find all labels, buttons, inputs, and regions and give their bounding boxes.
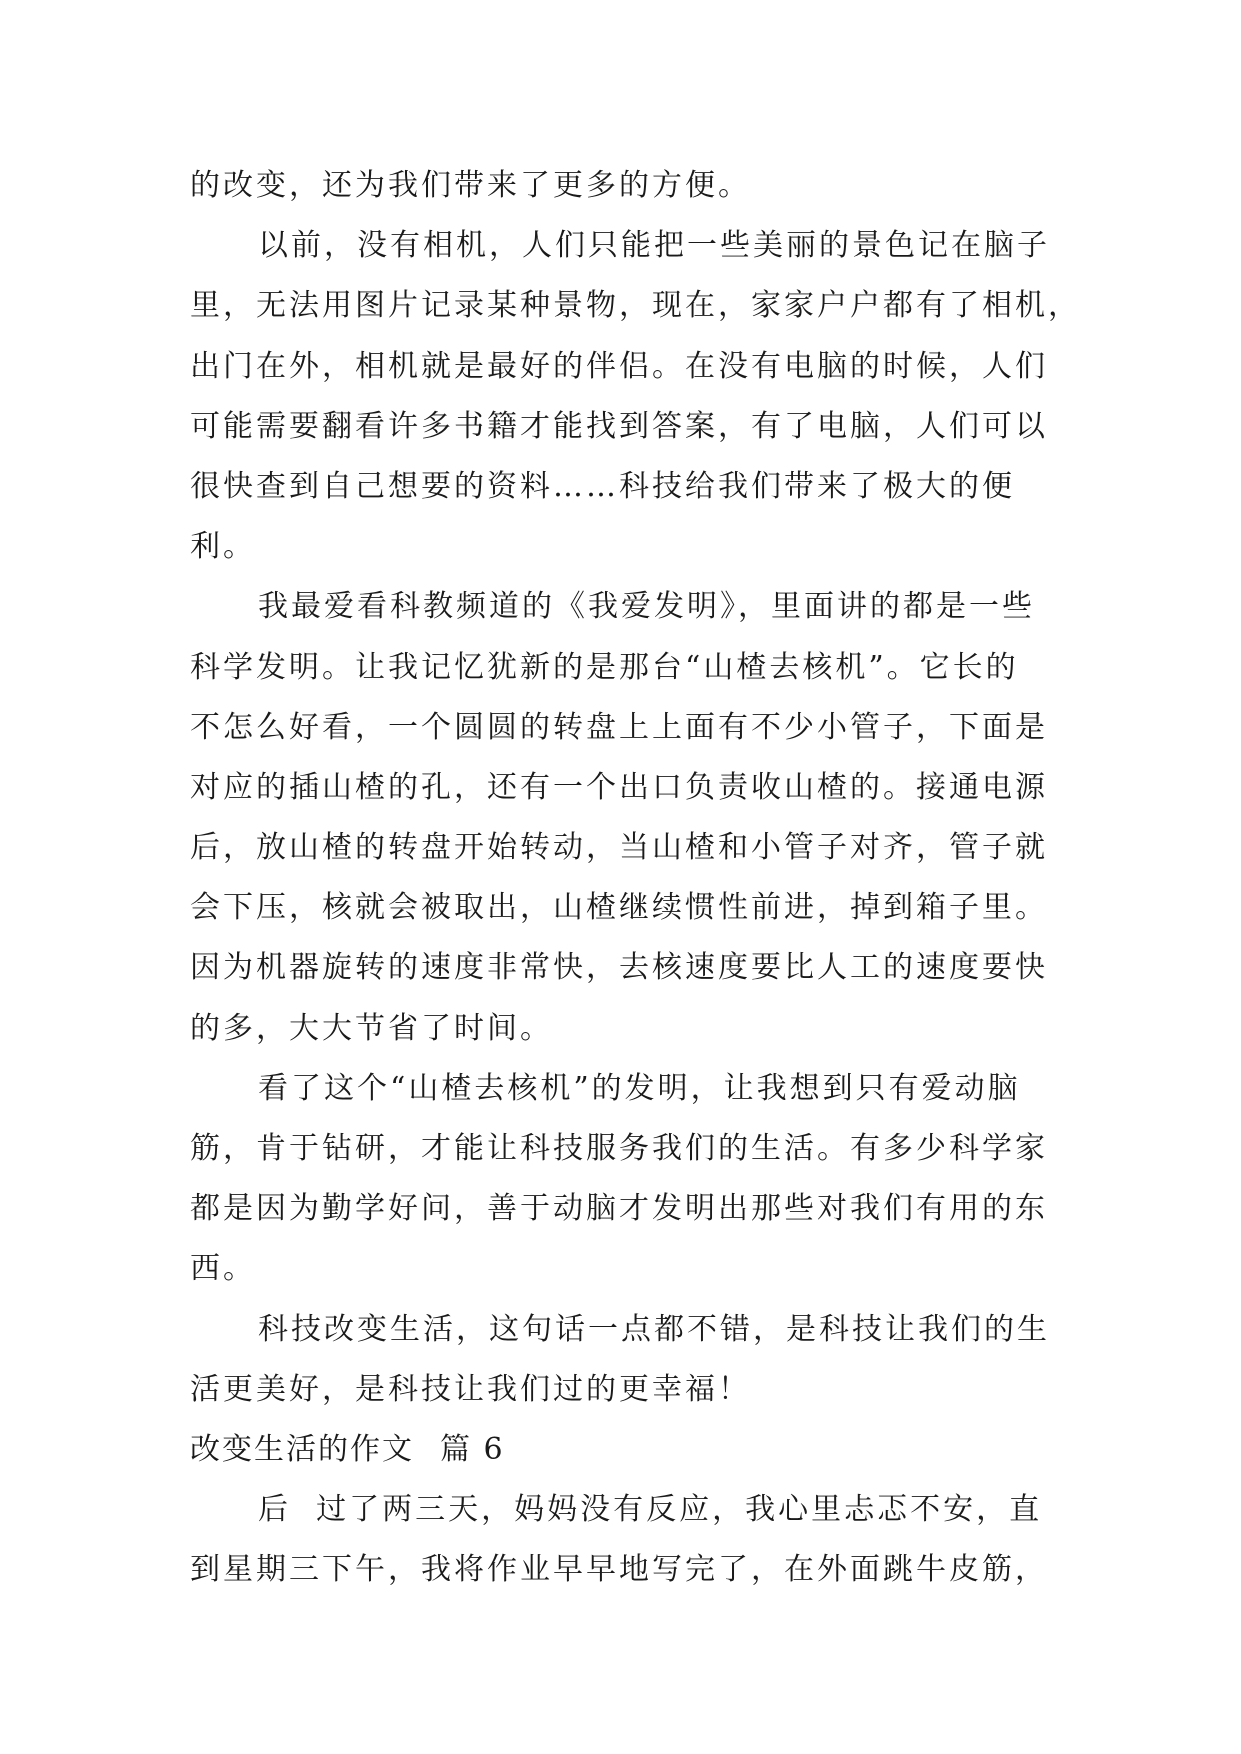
text-line: 活更美好，是科技让我们过的更幸福！ [190,1371,751,1407]
text-line: 都是因为勤学好问，善于动脑才发明出那些对我们有用的东 [190,1191,1048,1227]
text-line: 里，无法用图片记录某种景物，现在，家家户户都有了相机， [190,288,1081,324]
paragraph-first-line: 后 过了两三天，妈妈没有反应，我心里忐忑不安，直 [258,1492,1043,1528]
section-heading-title: 改变生活的作文 [190,1431,414,1467]
text-line: 不怎么好看，一个圆圆的转盘上上面有不少小管子，下面是 [190,709,1048,745]
text-line: 的改变，还为我们带来了更多的方便。 [190,168,751,203]
paragraph-first-line: 我最爱看科教频道的《我爱发明》，里面讲的都是一些 [258,589,1035,625]
text-line: 对应的插山楂的孔，还有一个出口负责收山楂的。接通电源 [190,769,1048,805]
section-heading [190,1420,1070,1480]
text-line: 利。 [190,529,256,565]
text-line: 出门在外，相机就是最好的伴侣。在没有电脑的时候，人们 [190,348,1048,384]
text-line: 很快查到自己想要的资料……科技给我们带来了极大的便 [190,468,1015,504]
paragraph-first-line: 科技改变生活，这句话一点都不错，是科技让我们的生 [258,1311,1050,1347]
text-line: 因为机器旋转的速度非常快，去核速度要比人工的速度要快 [190,950,1048,986]
paragraph-first-line: 看了这个“山楂去核机”的发明，让我想到只有爱动脑 [258,1070,1021,1106]
text-line: 西。 [190,1251,256,1287]
text-line: 会下压，核就会被取出，山楂继续惯性前进，掉到箱子里。 [190,890,1048,926]
paragraph-first-line: 以前，没有相机，人们只能把一些美丽的景色记在脑子 [258,228,1050,264]
text-line: 科学发明。让我记忆犹新的是那台“山楂去核机”。它长的 [190,649,1019,685]
text-line: 可能需要翻看许多书籍才能找到答案，有了电脑，人们可以 [190,408,1048,444]
text-line: 到星期三下午，我将作业早早地写完了，在外面跳牛皮筋， [190,1552,1048,1588]
section-heading-number: 篇 6 [440,1431,505,1467]
text-line: 筋，肯于钻研，才能让科技服务我们的生活。有多少科学家 [190,1131,1048,1166]
text-line: 的多，大大节省了时间。 [190,1010,553,1046]
document-body [190,156,1081,1601]
text-line: 后，放山楂的转盘开始转动，当山楂和小管子对齐，管子就 [190,830,1048,866]
